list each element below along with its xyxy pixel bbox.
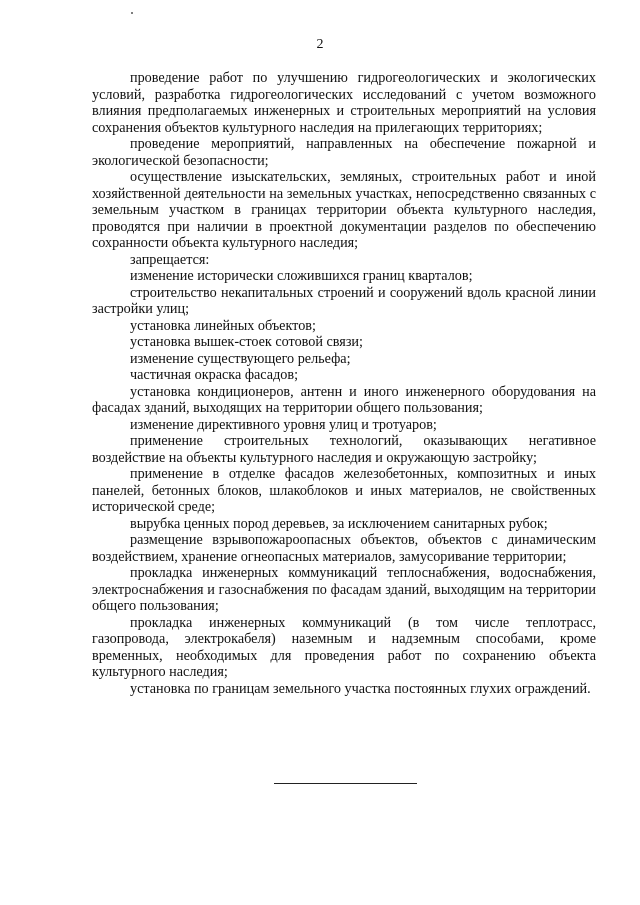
paragraph: установка линейных объектов; xyxy=(130,317,316,334)
page-number: 2 xyxy=(316,37,324,52)
paragraph: размещение взрывопожароопасных объектов, объектов с динамическим воздействием, хранение огнеопасных материалов, замусоривание территории; xyxy=(92,532,596,565)
paragraph: изменение существующего рельефа; xyxy=(130,350,351,367)
paragraph: установка кондиционеров, антенн и иного инженерного оборудования на фасадах зданий, выходящих на территории общего пользования; xyxy=(92,383,596,416)
paragraph: применение в отделке фасадов железобетонных, композитных и иных панелей, бетонных блоков, шлакоблоков и иных материалов, не свойственных исторической среде; xyxy=(92,466,596,515)
paragraph: строительство некапитальных строений и сооружений вдоль красной линии застройки улиц; xyxy=(92,284,596,317)
paragraph-heading: запрещается: xyxy=(130,251,210,268)
paragraph: осуществление изыскательских, земляных, строительных работ и иной хозяйственной деятельности на земельных участках, непосредственно связанных с земельным участком в границах территории объекта культурного наследия, проводятся при наличии в проектной документации разделов по обеспечению сохранности объекта культурного наследия; xyxy=(92,169,596,251)
paragraph: вырубка ценных пород деревьев, за исключением санитарных рубок; xyxy=(130,515,548,532)
paragraph: изменение директивного уровня улиц и тротуаров; xyxy=(130,416,437,433)
paragraph: частичная окраска фасадов; xyxy=(130,367,299,383)
paragraph: установка вышек-стоек сотовой связи; xyxy=(130,334,363,350)
scan-speck xyxy=(131,12,133,14)
paragraph: прокладка инженерных коммуникаций (в том числе теплотрасс, газопровода, электрокабеля) наземным и надземным способами, кроме временных, необходимых для проведения работ по сохранению объекта культурного наследия; xyxy=(92,614,596,680)
paragraph: проведение мероприятий, направленных на обеспечение пожарной и экологической безопасности; xyxy=(92,136,596,169)
end-separator-line xyxy=(274,783,417,784)
paragraph: прокладка инженерных коммуникаций теплоснабжения, водоснабжения, электроснабжения и газоснабжения по фасадам зданий, выходящим на территории общего пользования; xyxy=(92,565,596,614)
paragraph: установка по границам земельного участка постоянных глухих ограждений. xyxy=(130,680,591,697)
body-text xyxy=(92,70,596,697)
paragraph: изменение исторически сложившихся границ кварталов; xyxy=(130,268,473,284)
paragraph: применение строительных технологий, оказывающих негативное воздействие на объекты культурного наследия и окружающую застройку; xyxy=(92,433,596,466)
paragraph: проведение работ по улучшению гидрогеологических и экологических условий, разработка гидрогеологических исследований с учетом возможного влияния предполагаемых инженерных и строительных мероприятий на условия сохранения объектов культурного наследия на прилегающих территориях; xyxy=(92,70,596,136)
